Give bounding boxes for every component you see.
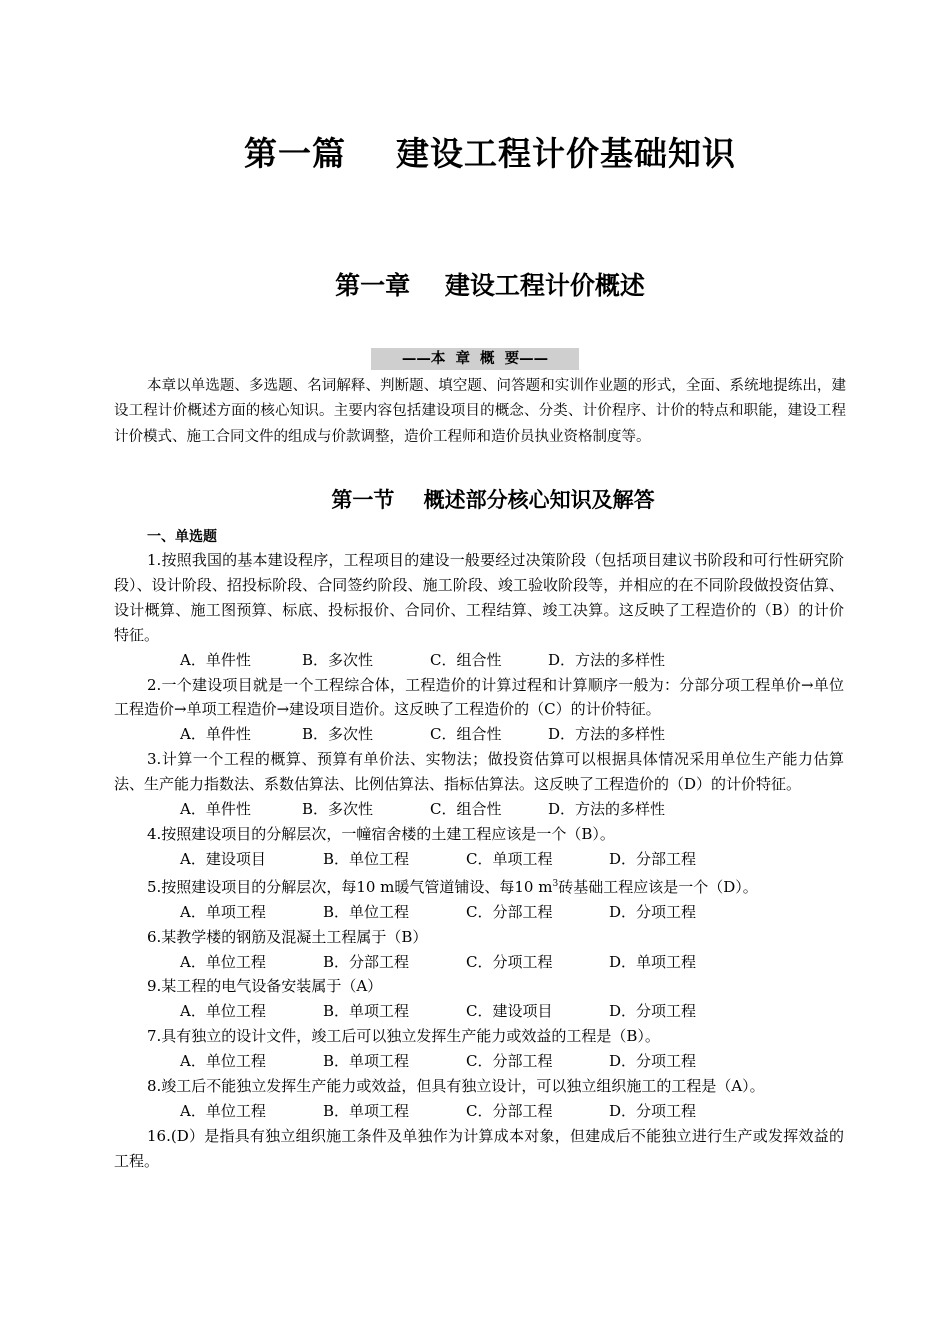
question-8-options <box>114 1099 844 1124</box>
option-d: D．单项工程 <box>609 952 697 971</box>
option-a: A．单件性 <box>180 725 251 744</box>
option-a: A．单项工程 <box>180 902 266 921</box>
option-b: B．分部工程 <box>323 952 410 971</box>
question-3: 3.计算一个工程的概算、预算有单价法、实物法；做投资估算可以根据具体情况采用单位生产能力估算法、生产能力指数法、系数估算法、比例估算法、指标估算法。这反映了工程造价的（D）的计价特征。 <box>114 750 844 794</box>
question-5-options <box>114 900 844 925</box>
option-d: D．方法的多样性 <box>548 800 666 819</box>
option-c: C．分项工程 <box>466 952 553 971</box>
summary-heading: ——本 章 概 要—— <box>371 348 579 370</box>
question-8: 8.竣工后不能独立发挥生产能力或效益，但具有独立设计，可以独立组织施工的工程是（A）。 <box>147 1077 765 1096</box>
option-c: C．分部工程 <box>466 1101 553 1120</box>
option-a: A．单位工程 <box>180 952 266 971</box>
option-a: A．单件性 <box>180 650 251 669</box>
question-4-options <box>114 847 844 872</box>
question-5 <box>114 872 844 900</box>
question-9-options <box>114 999 844 1024</box>
option-d: D．分项工程 <box>609 902 697 921</box>
part-title: 第一篇 建设工程计价基础知识 <box>244 134 736 173</box>
option-d: D．分部工程 <box>609 849 697 868</box>
option-c: C．分部工程 <box>466 902 553 921</box>
option-c: C．组合性 <box>430 650 502 669</box>
option-a: A．单位工程 <box>180 1052 266 1071</box>
option-c: C．建设项目 <box>466 1002 553 1021</box>
question-1-options <box>114 648 844 673</box>
question-7-options <box>114 1049 844 1074</box>
option-b: B．单项工程 <box>323 1052 410 1071</box>
option-c: C．组合性 <box>430 800 502 819</box>
question-1: 1.按照我国的基本建设程序，工程项目的建设一般要经过决策阶段（包括项目建议书阶段和可行性研究阶段）、设计阶段、招投标阶段、合同签约阶段、施工阶段、竣工验收阶段等，并相应的在不同阶段做投资估算、设计概算、施工图预算、标底、投标报价、合同价、工程结算、竣工决算。这反映了工程造价的（B）的计价特征。 <box>114 551 844 644</box>
question-list <box>114 548 844 1174</box>
superscript: 3 <box>552 878 559 889</box>
option-a: A．单位工程 <box>180 1002 266 1021</box>
question-16: 16.(D）是指具有独立组织施工条件及单独作为计算成本对象，但建成后不能独立进行生产或发挥效益的工程。 <box>114 1126 844 1170</box>
option-b: B．多次性 <box>302 650 374 669</box>
option-b: B．单项工程 <box>323 1002 410 1021</box>
option-b: B．多次性 <box>302 800 374 819</box>
question-7: 7.具有独立的设计文件，竣工后可以独立发挥生产能力或效益的工程是（B）。 <box>147 1027 660 1046</box>
option-c: C．组合性 <box>430 725 502 744</box>
question-6-options <box>114 950 844 975</box>
question-9: 9.某工程的电气设备安装属于（A） <box>147 977 383 996</box>
question-6: 6.某教学楼的钢筋及混凝土工程属于（B） <box>147 927 428 946</box>
option-a: A．单位工程 <box>180 1101 266 1120</box>
question-5-text-after: 砖基础工程应该是一个（D）。 <box>558 877 758 896</box>
option-d: D．分项工程 <box>609 1002 697 1021</box>
option-c: C．分部工程 <box>466 1052 553 1071</box>
question-2: 2.一个建设项目就是一个工程综合体，工程造价的计算过程和计算顺序一般为：分部分项工程单价→单位工程造价→单项工程造价→建设项目造价。这反映了工程造价的（C）的计价特征。 <box>114 675 844 719</box>
option-a: A．建设项目 <box>180 849 266 868</box>
option-d: D．方法的多样性 <box>548 725 666 744</box>
option-d: D．分项工程 <box>609 1101 697 1120</box>
question-2-options <box>114 722 844 747</box>
option-b: B．单位工程 <box>323 902 410 921</box>
option-b: B．单项工程 <box>323 1101 410 1120</box>
section-title: 第一节 概述部分核心知识及解答 <box>331 488 655 512</box>
question-5-text: 5.按照建设项目的分解层次，每10 m暖气管道铺设、每10 m <box>147 877 553 896</box>
question-type-heading: 一、单选题 <box>147 529 217 545</box>
summary-paragraph: 本章以单选题、多选题、名词解释、判断题、填空题、问答题和实训作业题的形式，全面、系统地提练出，建设工程计价概述方面的核心知识。主要内容包括建设项目的概念、分类、计价程序、计价的特点和职能，建设工程计价模式、施工合同文件的组成与价款调整，造价工程师和造价员执业资格制度等。 <box>114 378 846 445</box>
option-d: D．方法的多样性 <box>548 650 666 669</box>
option-b: B．单位工程 <box>323 849 410 868</box>
chapter-title: 第一章 建设工程计价概述 <box>335 271 645 300</box>
option-a: A．单件性 <box>180 800 251 819</box>
option-d: D．分项工程 <box>609 1052 697 1071</box>
option-b: B．多次性 <box>302 725 374 744</box>
option-c: C．单项工程 <box>466 849 553 868</box>
question-4: 4.按照建设项目的分解层次，一幢宿舍楼的土建工程应该是一个（B）。 <box>147 824 615 843</box>
question-3-options <box>114 797 844 822</box>
